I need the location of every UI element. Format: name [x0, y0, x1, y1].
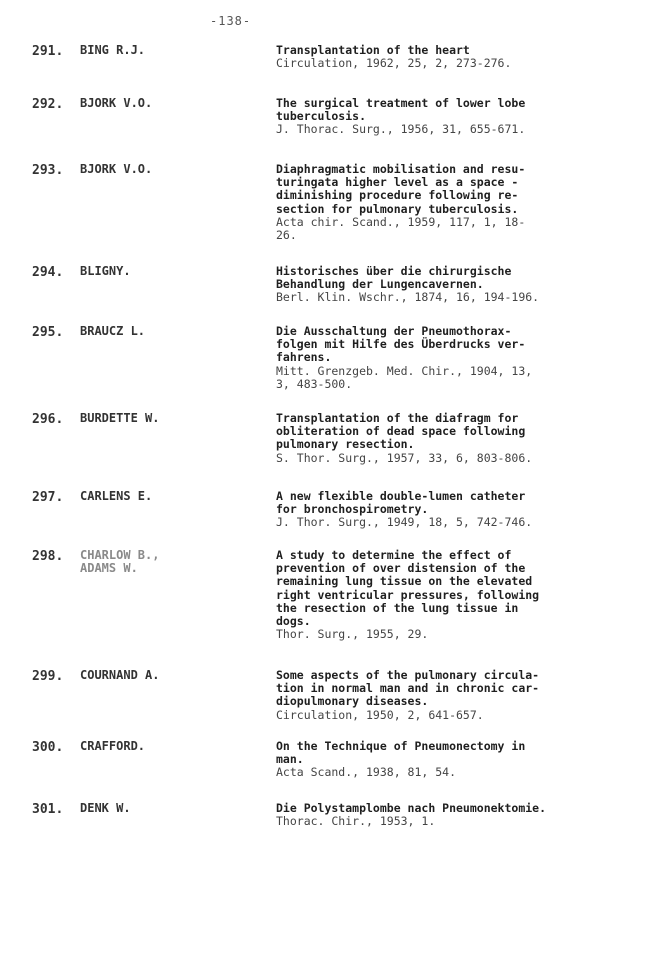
entry-reference	[276, 490, 626, 530]
entry-number: 298.	[32, 549, 64, 564]
entry-reference	[276, 97, 626, 137]
entry-source: Acta chir. Scand., 1959, 117, 1, 18- 26.	[276, 214, 526, 243]
entry-reference	[276, 44, 626, 70]
entry-source: Acta Scand., 1938, 81, 54.	[276, 765, 457, 780]
entry-number: 297.	[32, 490, 64, 505]
entry-reference	[276, 669, 626, 722]
entry-source: S. Thor. Surg., 1957, 33, 6, 803-806.	[276, 450, 533, 465]
entry-source: Thorac. Chir., 1953, 1.	[276, 814, 436, 829]
entry-author: BING R.J.	[80, 43, 146, 57]
entry-author: BURDETTE W.	[80, 411, 160, 425]
entry-number: 296.	[32, 412, 64, 427]
entry-source: J. Thor. Surg., 1949, 18, 5, 742-746.	[276, 515, 533, 530]
entry-title: Diaphragmatic mobilisation and resu- turingata higher level as a space - diminishing procedure following re- section for pulmonary tuberculosis.	[276, 162, 526, 216]
entry-source: Thor. Surg., 1955, 29.	[276, 627, 429, 642]
entry-title: Die Polystamplombe nach Pneumonektomie.	[276, 801, 547, 815]
entry-title: A study to determine the effect of prevention of over distension of the remaining lung tissue on the elevated right ventricular pressures, following the resection of the lung tissue in dogs.	[276, 548, 540, 629]
entry-title: Die Ausschaltung der Pneumothorax- folgen mit Hilfe des Überdrucks ver- fahrens.	[276, 324, 526, 365]
entry-reference	[276, 802, 626, 828]
entry-author: BRAUCZ L.	[80, 324, 146, 338]
entry-source: Berl. Klin. Wschr., 1874, 16, 194-196.	[276, 290, 540, 305]
entry-source: J. Thorac. Surg., 1956, 31, 655-671.	[276, 122, 526, 137]
entry-author: COURNAND A.	[80, 668, 160, 682]
entry-number: 294.	[32, 265, 64, 280]
entry-number: 292.	[32, 97, 64, 112]
entry-title: On the Technique of Pneumonectomy in man.	[276, 739, 526, 767]
entry-title: A new flexible double-lumen catheter for bronchospirometry.	[276, 489, 526, 517]
entry-author: DENK W.	[80, 801, 131, 815]
entry-title: The surgical treatment of lower lobe tuberculosis.	[276, 96, 526, 124]
entry-source: Mitt. Grenzgeb. Med. Chir., 1904, 13, 3, 483-500.	[276, 363, 533, 391]
entry-author: BLIGNY.	[80, 264, 131, 278]
entry-number: 299.	[32, 669, 64, 684]
entry-number: 293.	[32, 163, 64, 178]
entry-title: Some aspects of the pulmonary circula- tion in normal man and in chronic car- diopulmonary diseases.	[276, 668, 540, 709]
entry-author: CRAFFORD.	[80, 739, 146, 753]
entry-number: 295.	[32, 325, 64, 340]
entry-author: BJORK V.O.	[80, 162, 153, 176]
entry-title: Transplantation of the diafragm for obliteration of dead space following pulmonary resection.	[276, 411, 526, 452]
entry-reference	[276, 265, 626, 305]
entry-source: Circulation, 1962, 25, 2, 273-276.	[276, 56, 512, 71]
entry-number: 291.	[32, 44, 64, 59]
entry-number: 301.	[32, 802, 64, 817]
page-number: -138-	[210, 14, 252, 28]
entry-reference	[276, 412, 626, 465]
entry-reference	[276, 740, 626, 780]
entry-author: CHARLOW B., ADAMS W.	[80, 548, 160, 575]
entry-number: 300.	[32, 740, 64, 755]
entry-title: Transplantation of the heart	[276, 43, 470, 57]
entry-reference	[276, 325, 626, 391]
entry-source: Circulation, 1950, 2, 641-657.	[276, 707, 484, 722]
entry-author: BJORK V.O.	[80, 96, 153, 110]
entry-reference	[276, 549, 626, 641]
entry-author: CARLENS E.	[80, 489, 153, 503]
entry-title: Historisches über die chirurgische Behandlung der Lungencavernen.	[276, 264, 512, 292]
entry-reference	[276, 163, 626, 242]
